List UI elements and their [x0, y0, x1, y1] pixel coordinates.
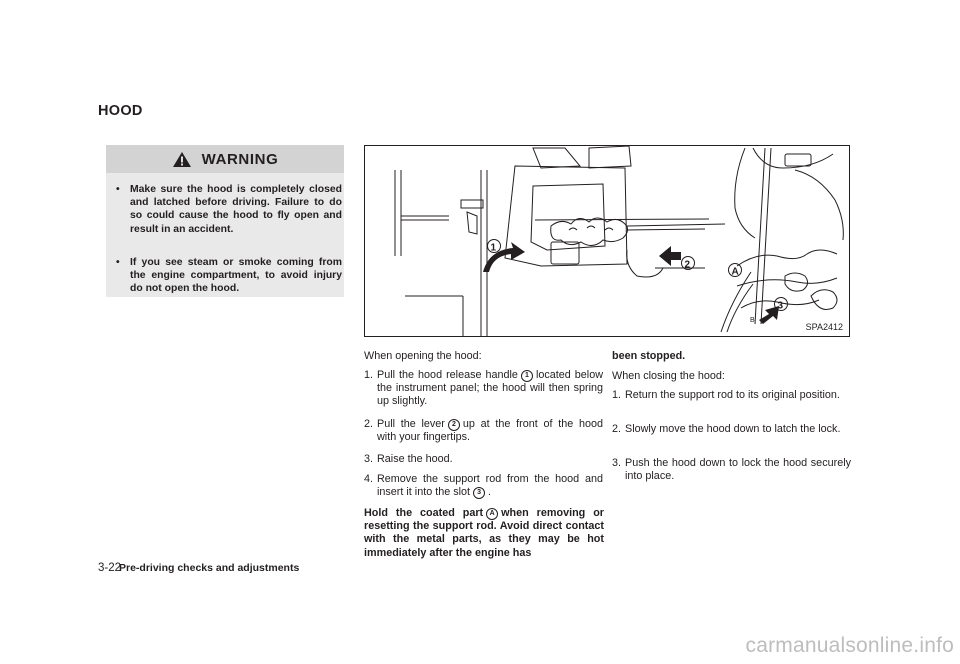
watermark: carmanualsonline.info — [745, 634, 954, 657]
warning-item-text: Make sure the hood is completely closed and latched before driving. Failure to do so could cause the hood to fly open and result in an accident. — [130, 184, 342, 235]
opening-intro: When opening the hood: — [364, 350, 482, 362]
callout-3: 3 — [777, 300, 784, 312]
hood-illustration — [365, 146, 849, 336]
step-number: 4. — [364, 473, 374, 485]
bullet: • — [116, 257, 120, 268]
step-number: 2. — [364, 418, 374, 430]
figure-code: SPA2412 — [805, 322, 843, 332]
step-text: Pull the hood release handle 1 located below the instrument panel; the hood will then spring up slightly. — [377, 369, 603, 408]
bullet: • — [116, 184, 120, 195]
callout-a: A — [731, 266, 739, 278]
step-number: 1. — [364, 369, 374, 381]
step-text: Pull the lever 2 up at the front of the hood with your fingertips. — [377, 418, 603, 444]
caution-text: Hold the coated part A when removing or resetting the support rod. Avoid direct contact with the metal parts, as they may be hot immediately after the engine has — [364, 507, 604, 559]
step-number: 3. — [612, 457, 622, 469]
callout-b: B — [750, 317, 755, 324]
warning-item — [116, 183, 342, 253]
step-number: 2. — [612, 423, 622, 435]
step-number: 1. — [612, 389, 622, 401]
warning-header — [106, 145, 344, 173]
warning-icon — [172, 151, 192, 168]
page-title: HOOD — [98, 103, 143, 119]
chapter-title: Pre-driving checks and adjustments — [119, 562, 300, 574]
closing-intro: When closing the hood: — [612, 370, 725, 382]
step-text: Raise the hood. — [377, 453, 453, 465]
step-text: Return the support rod to its original position. — [625, 389, 840, 401]
callout-2: 2 — [684, 259, 691, 271]
callout-marker: A — [486, 508, 498, 520]
callout-marker: 1 — [521, 370, 533, 382]
step-text: Remove the support rod from the hood and insert it into the slot 3 . — [377, 473, 603, 499]
hood-release-figure — [364, 145, 850, 337]
callout-1: 1 — [490, 242, 497, 254]
warning-title: WARNING — [201, 150, 279, 168]
warning-item-text: If you see steam or smoke coming from the engine compartment, to avoid injury do not open the hood. — [130, 257, 342, 295]
callout-marker: 2 — [448, 419, 460, 431]
page-number: 3-22 — [98, 562, 122, 574]
step-text: Push the hood down to lock the hood securely into place. — [625, 457, 851, 483]
warning-box — [106, 145, 344, 297]
caution-continuation: been stopped. — [612, 350, 686, 362]
step-text: Slowly move the hood down to latch the lock. — [625, 423, 841, 435]
callout-marker: 3 — [473, 487, 485, 499]
step-number: 3. — [364, 453, 374, 465]
warning-item — [116, 256, 342, 296]
